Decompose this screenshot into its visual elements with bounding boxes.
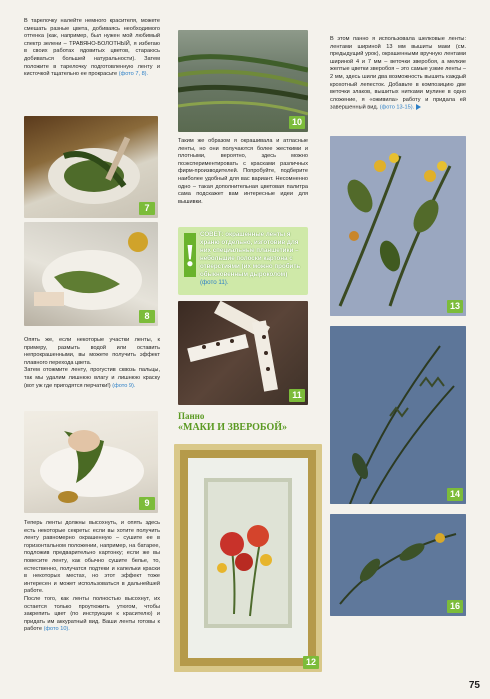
column-1-middle bbox=[24, 337, 160, 390]
paragraph-text: После того, как ленты полностью высохнут, их остается только проутюжить утюгом, чтобы закрепить цвет (по инструкции к красителю) и придать им аккуратный вид. Ваши ленты готовы к работе bbox=[24, 595, 160, 633]
page-number: 75 bbox=[468, 680, 480, 691]
photo-reference: (фото 9). bbox=[112, 382, 136, 389]
photo-reference: (фото 10). bbox=[43, 626, 70, 633]
photo-12 bbox=[174, 444, 322, 672]
section-headline bbox=[178, 411, 308, 433]
paragraph-text: В этом панно я использовала шелковые ленты: лентами шириной 13 мм вышиты маки (см. предыдущий урок), окрашенными вручную лентами шириной 4 и 7 мм – веточки зверобоя, а мелкие желтые цветки зверобоя – это самые узкие ленты – 2 мм, здесь шили два возможность вышить каждый крохотный лепесток. Добавьте в композицию две веточки злаков, вышитых нитками мулине в одно сложение, я «оживила» работу и придала ей завершенный вид. bbox=[330, 36, 466, 111]
framed-embroidery-panel-illustration bbox=[174, 444, 322, 672]
advice-box bbox=[178, 227, 308, 295]
squeezing-ribbon-illustration bbox=[24, 411, 158, 513]
ribbon-stems-illustration bbox=[330, 514, 466, 616]
photo-reference: (фото 13-15). bbox=[379, 104, 415, 111]
advice-text bbox=[200, 231, 305, 287]
grass-ears-embroidery-illustration bbox=[330, 326, 466, 504]
photo-number-14: 14 bbox=[447, 488, 463, 501]
dyeing-ribbon-illustration bbox=[24, 116, 158, 218]
photo-9 bbox=[24, 411, 158, 513]
column-1-top bbox=[24, 18, 160, 79]
advice-body: СОВЕТ: окрашенные ленты я храню отдельно, изготовив для них специальные планшетики – небольшие полоски картона с отверстиями (их можно пробить обыкновенным дыроколом) bbox=[200, 231, 301, 278]
photo-number-10: 10 bbox=[289, 116, 305, 129]
photo-number-12: 12 bbox=[303, 656, 319, 669]
headline-title: «МАКИ И ЗВЕРОБОЙ» bbox=[178, 422, 288, 433]
exclamation-icon: ! bbox=[184, 233, 196, 277]
photo-8 bbox=[24, 222, 158, 326]
paragraph-text: Затем отожмите ленту, прогустив сквозь пальцы, так мы удалим лишнюю влагу и лишнюю краску (вот уж где пригодятся перчатки!) bbox=[24, 367, 160, 389]
photo-number-8: 8 bbox=[139, 310, 155, 323]
photo-7 bbox=[24, 116, 158, 218]
photo-11 bbox=[178, 301, 308, 405]
photo-number-13: 13 bbox=[447, 300, 463, 313]
photo-14 bbox=[330, 326, 466, 504]
photo-number-7: 7 bbox=[139, 202, 155, 215]
paragraph-wring-ribbon bbox=[24, 367, 160, 390]
photo-reference: (фото 7, 8). bbox=[118, 71, 149, 78]
column-1-bottom bbox=[24, 520, 160, 634]
photo-reference: (фото 11). bbox=[200, 279, 229, 286]
paragraph-color-transition: Опять же, если некоторые участки ленты, к примеру, размыть водой или оставить непрокрашенными, вы можете получить эффект плавного перехода цвета. bbox=[24, 337, 160, 366]
photo-13 bbox=[330, 136, 466, 316]
paragraph-drying: Теперь ленты должны высохнуть, и опять здесь есть некоторые секреты: если вы хотите получить ленту равномерно окрашенную – сушите ее в горизонтальном положении, например, на батарее, подложив предварительно картонку; если же вы повесите ленту, как обычно сушите белье, то, естественно, получатся подтеки и капельки краски в некоторых местах, но этот эффект тоже интересен и может использоваться в дальнейшей работе. bbox=[24, 520, 160, 595]
st-johns-wort-closeup-illustration bbox=[330, 136, 466, 316]
photo-10 bbox=[178, 30, 308, 132]
dyed-ribbon-plate-illustration bbox=[24, 222, 158, 326]
paragraph-panel-description bbox=[330, 36, 466, 112]
column-2-top bbox=[178, 138, 308, 206]
headline-small: Панно bbox=[178, 411, 205, 421]
paragraph-dye-plate bbox=[24, 18, 160, 79]
photo-number-9: 9 bbox=[139, 497, 155, 510]
paragraph-satin-ribbons: Таким же образом я окрашивала и атласные ленты, но они получаются более жесткими и плотными, вероятно, здесь можно поэкспериментировать с красками различных фирм-производителей. Попробуйте, подберите наиболее удобный для вас вариант. Несомненно одно – такая дополнительная цветовая палитра сама подскажет вам интересные идеи для вышивки. bbox=[178, 138, 308, 205]
arrow-right-icon bbox=[416, 104, 421, 110]
paragraph-ironing bbox=[24, 596, 160, 634]
paragraph-text: В тарелочку налейте немного красителя, можете смешать разные цвета, добиваясь необходимого оттенка (как, например, был нужен мой любимый спектр зелени – ТРАВЯНО-БОЛОТНЫЙ, я избегаю в своих работах ядовитых цветов, стараюсь добиваться большей натуральности). Затем положите в тарелочку подготовленную ленту и кисточкой тщательно ее прокрасьте bbox=[24, 18, 160, 78]
column-3-top bbox=[330, 36, 466, 112]
photo-number-16: 16 bbox=[447, 600, 463, 613]
photo-16 bbox=[330, 514, 466, 616]
photo-number-11: 11 bbox=[289, 389, 305, 402]
